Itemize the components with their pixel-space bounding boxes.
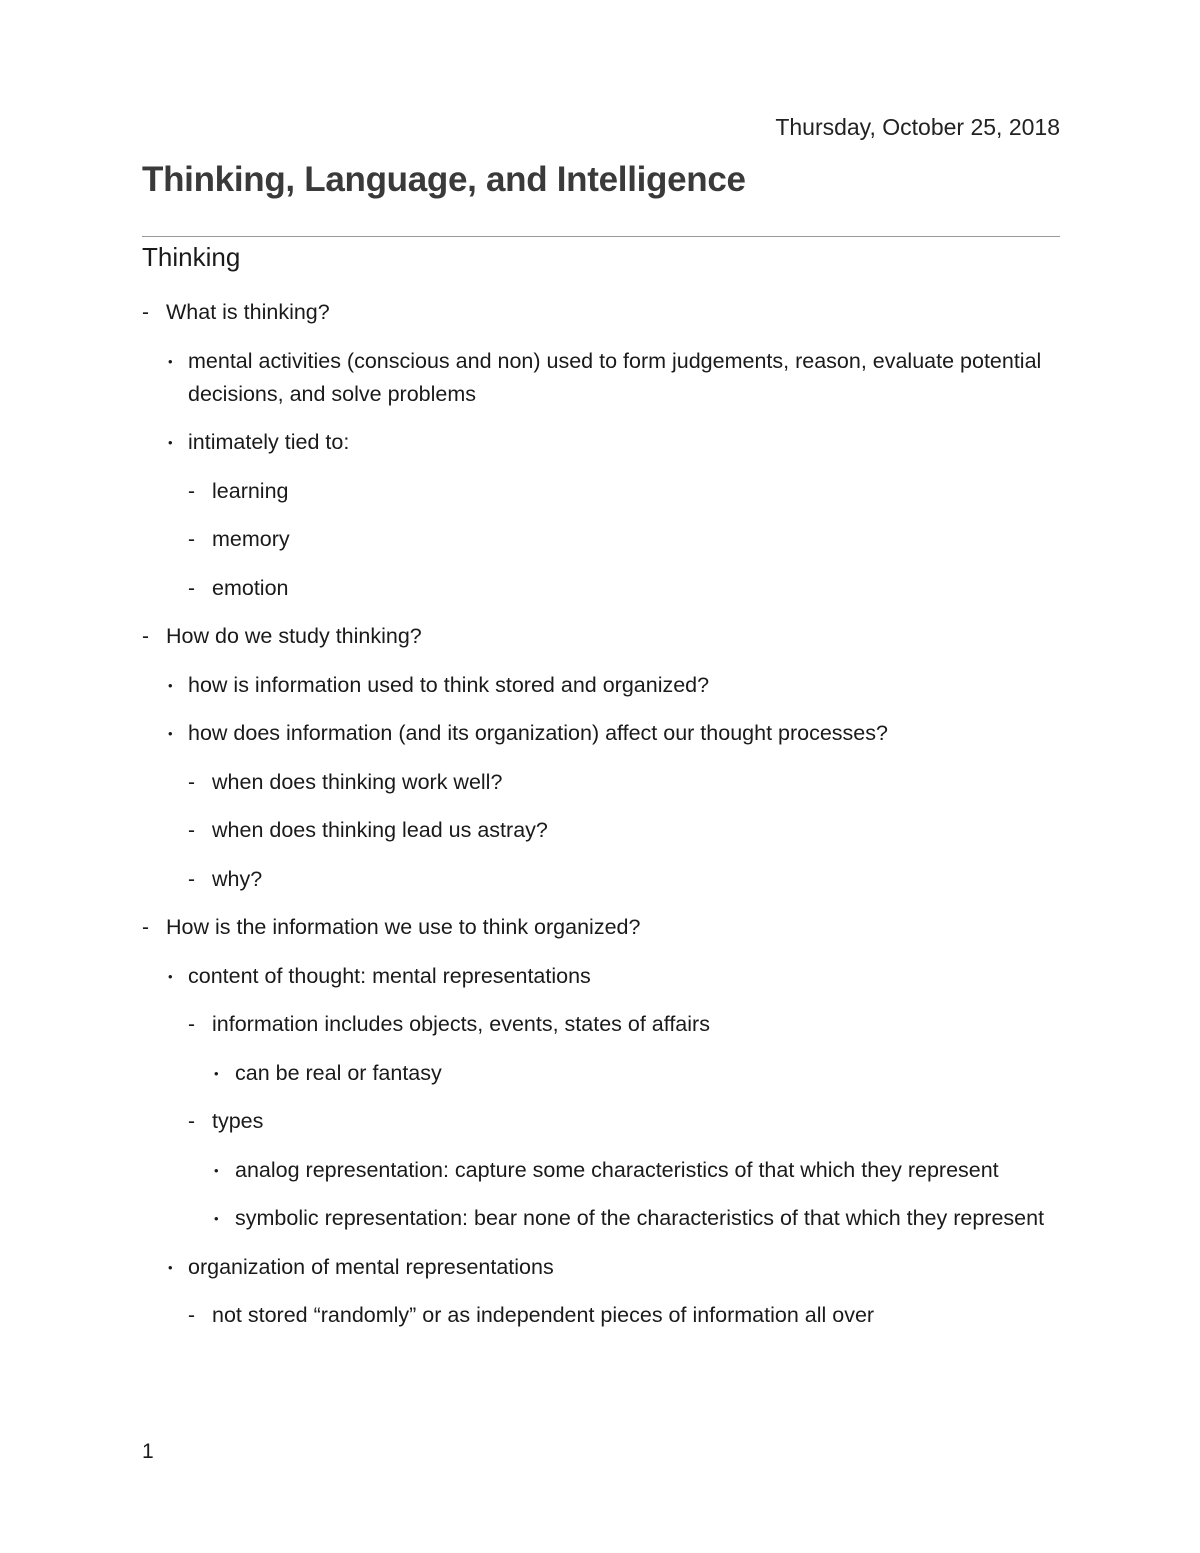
outline-text: how does information (and its organization) affect our thought processes? — [188, 721, 888, 745]
dash-bullet: - — [188, 1013, 195, 1036]
outline-item — [142, 620, 1060, 653]
section-heading: Thinking — [142, 242, 241, 272]
dot-bullet: • — [214, 1162, 219, 1178]
outline-text: why? — [212, 866, 263, 891]
outline-text: when does thinking lead us astray? — [212, 818, 548, 842]
outline-text: analog representation: capture some characteristics of that which they represent — [235, 1157, 999, 1182]
outline-item — [142, 1008, 1060, 1041]
outline-text: types — [212, 1109, 264, 1133]
outline-item — [142, 345, 1060, 411]
dash-bullet: - — [142, 625, 149, 648]
outline-text: How do we study thinking? — [166, 624, 422, 648]
outline-item — [142, 572, 1060, 605]
dot-bullet: • — [214, 1211, 219, 1226]
outline-item — [142, 766, 1060, 799]
outline-item — [142, 717, 1060, 750]
outline-text: can be real or fantasy — [235, 1060, 442, 1085]
outline-text: learning — [212, 478, 289, 503]
outline-item — [142, 1202, 1060, 1235]
dot-bullet: • — [168, 726, 173, 741]
dash-bullet: - — [188, 819, 195, 842]
outline-item — [142, 475, 1060, 508]
outline-text: memory — [212, 527, 290, 551]
title-divider — [142, 236, 1060, 237]
dot-bullet: • — [214, 1065, 219, 1081]
outline-item — [142, 1299, 1060, 1332]
outline-text: mental activities (conscious and non) used to form judgements, reason, evaluate potential decisions, and solve problems — [188, 348, 1042, 406]
dash-bullet: - — [188, 479, 195, 503]
notes-outline — [142, 296, 1060, 1348]
outline-text: content of thought: mental representations — [188, 963, 591, 988]
outline-item — [142, 1057, 1060, 1090]
dot-bullet: • — [168, 1259, 173, 1275]
dot-bullet: • — [168, 677, 173, 693]
dash-bullet: - — [188, 1110, 195, 1133]
dot-bullet: • — [168, 435, 173, 450]
page-number: 1 — [142, 1440, 154, 1463]
outline-text: information includes objects, events, states of affairs — [212, 1012, 710, 1036]
dash-bullet: - — [142, 301, 149, 324]
outline-item — [142, 1105, 1060, 1138]
dot-bullet: • — [168, 968, 173, 984]
outline-text: How is the information we use to think organized? — [166, 915, 641, 939]
outline-item — [142, 296, 1060, 329]
dot-bullet: • — [168, 353, 173, 369]
outline-item — [142, 1154, 1060, 1187]
dash-bullet: - — [188, 1304, 195, 1327]
outline-text: how is information used to think stored and organized? — [188, 672, 710, 697]
outline-text: emotion — [212, 575, 289, 600]
outline-item — [142, 1251, 1060, 1284]
outline-text: symbolic representation: bear none of the characteristics of that which they represent — [235, 1206, 1045, 1230]
outline-text: intimately tied to: — [188, 430, 350, 454]
dash-bullet: - — [188, 528, 195, 551]
outline-item — [142, 669, 1060, 702]
outline-item — [142, 814, 1060, 847]
outline-text: not stored “randomly” or as independent pieces of information all over — [212, 1303, 875, 1327]
outline-item — [142, 863, 1060, 896]
outline-item — [142, 523, 1060, 556]
dash-bullet: - — [188, 576, 195, 600]
dash-bullet: - — [188, 770, 195, 794]
outline-item — [142, 960, 1060, 993]
dash-bullet: - — [142, 916, 149, 939]
dash-bullet: - — [188, 867, 195, 891]
document-title: Thinking, Language, and Intelligence — [142, 160, 746, 199]
outline-text: when does thinking work well? — [212, 769, 503, 794]
outline-item — [142, 911, 1060, 944]
outline-text: What is thinking? — [166, 300, 330, 324]
outline-text: organization of mental representations — [188, 1254, 554, 1279]
document-date: Thursday, October 25, 2018 — [775, 114, 1060, 140]
outline-item — [142, 426, 1060, 459]
